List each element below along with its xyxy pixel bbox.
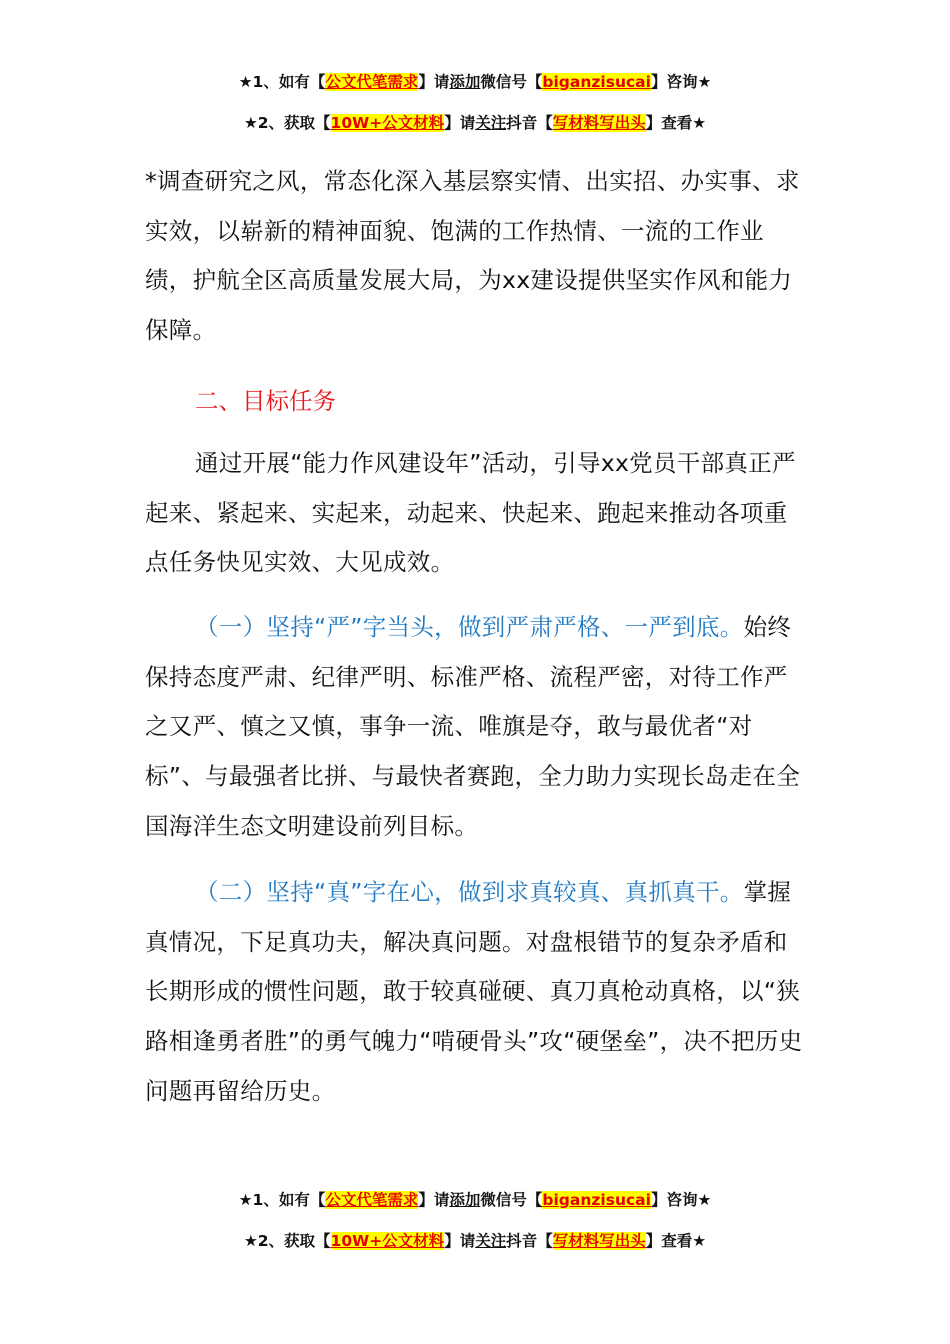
banner-text: 】请 [418, 1191, 450, 1209]
banner-text: 】查看★ [645, 114, 707, 132]
banner-emphasis: 添加 [449, 73, 481, 91]
body-paragraph-2: 通过开展“能力作风建设年”活动，引导xx党员干部真正严起来、紧起来、实起来，动起来、快起来、跑起来推动各项重点任务快见实效、大见成效。 [145, 449, 796, 577]
footer-banner-line-1 [0, 1188, 950, 1210]
banner-text: 微信号【 [480, 1191, 543, 1209]
banner-emphasis: 关注 [475, 114, 507, 132]
banner-highlight: 公文代笔需求 [325, 1191, 419, 1209]
banner-text: ★1、如有【 [238, 1191, 326, 1209]
banner-emphasis: 关注 [475, 1232, 507, 1250]
banner-highlight: biganzisucai [542, 1191, 651, 1209]
banner-text: 】查看★ [645, 1232, 707, 1250]
body-paragraph-1: *调查研究之风，常态化深入基层察实情、出实招、办实事、求实效，以崭新的精神面貌、饱满的工作热情、一流的工作业绩，护航全区高质量发展大局，为xx建设提供坚实作风和能力保障。 [145, 167, 800, 345]
item-1-heading: （一）坚持“严”字当头，做到严肃严格、一严到底。 [195, 613, 744, 641]
banner-text: 抖音【 [506, 114, 553, 132]
header-banner-line-2 [0, 111, 950, 133]
banner-text: 抖音【 [506, 1232, 553, 1250]
banner-text: ★2、获取【 [243, 1232, 331, 1250]
item-2-text: 掌握真情况，下足真功夫，解决真问题。对盘根错节的复杂矛盾和长期形成的惯性问题，敢于较真碰硬、真刀真枪动真格，以“狭路相逢勇者胜”的勇气魄力“啃硬骨头”攻“硬堡垒”，决不把历史问题再留给历史。 [145, 878, 803, 1105]
section-heading: 二、目标任务 [195, 387, 336, 415]
banner-text: 微信号【 [480, 73, 543, 91]
banner-highlight: biganzisucai [542, 73, 651, 91]
banner-highlight: 写材料写出头 [552, 1232, 646, 1250]
header-banner-line-1 [0, 70, 950, 92]
item-1-text: 始终保持态度严肃、纪律严明、标准严格、流程严密，对待工作严之又严、慎之又慎，事争一流、唯旗是夺，敢与最优者“对标”、与最强者比拼、与最快者赛跑，全力助力实现长岛走在全国海洋生态文明建设前列目标。 [145, 613, 801, 840]
banner-emphasis: 添加 [449, 1191, 481, 1209]
item-1 [145, 603, 810, 852]
banner-text: 】咨询★ [650, 73, 712, 91]
banner-text: ★1、如有【 [238, 73, 326, 91]
banner-text: 】咨询★ [650, 1191, 712, 1209]
item-2-heading: （二）坚持“真”字在心，做到求真较真、真抓真干。 [195, 878, 744, 906]
banner-highlight: 10W+公文材料 [330, 114, 445, 132]
banner-text: 】请 [418, 73, 450, 91]
banner-text: 】请 [444, 114, 476, 132]
footer-banner-line-2 [0, 1229, 950, 1251]
banner-highlight: 写材料写出头 [552, 114, 646, 132]
item-2 [145, 868, 810, 1117]
banner-highlight: 公文代笔需求 [325, 73, 419, 91]
banner-highlight: 10W+公文材料 [330, 1232, 445, 1250]
banner-text: ★2、获取【 [243, 114, 331, 132]
banner-text: 】请 [444, 1232, 476, 1250]
